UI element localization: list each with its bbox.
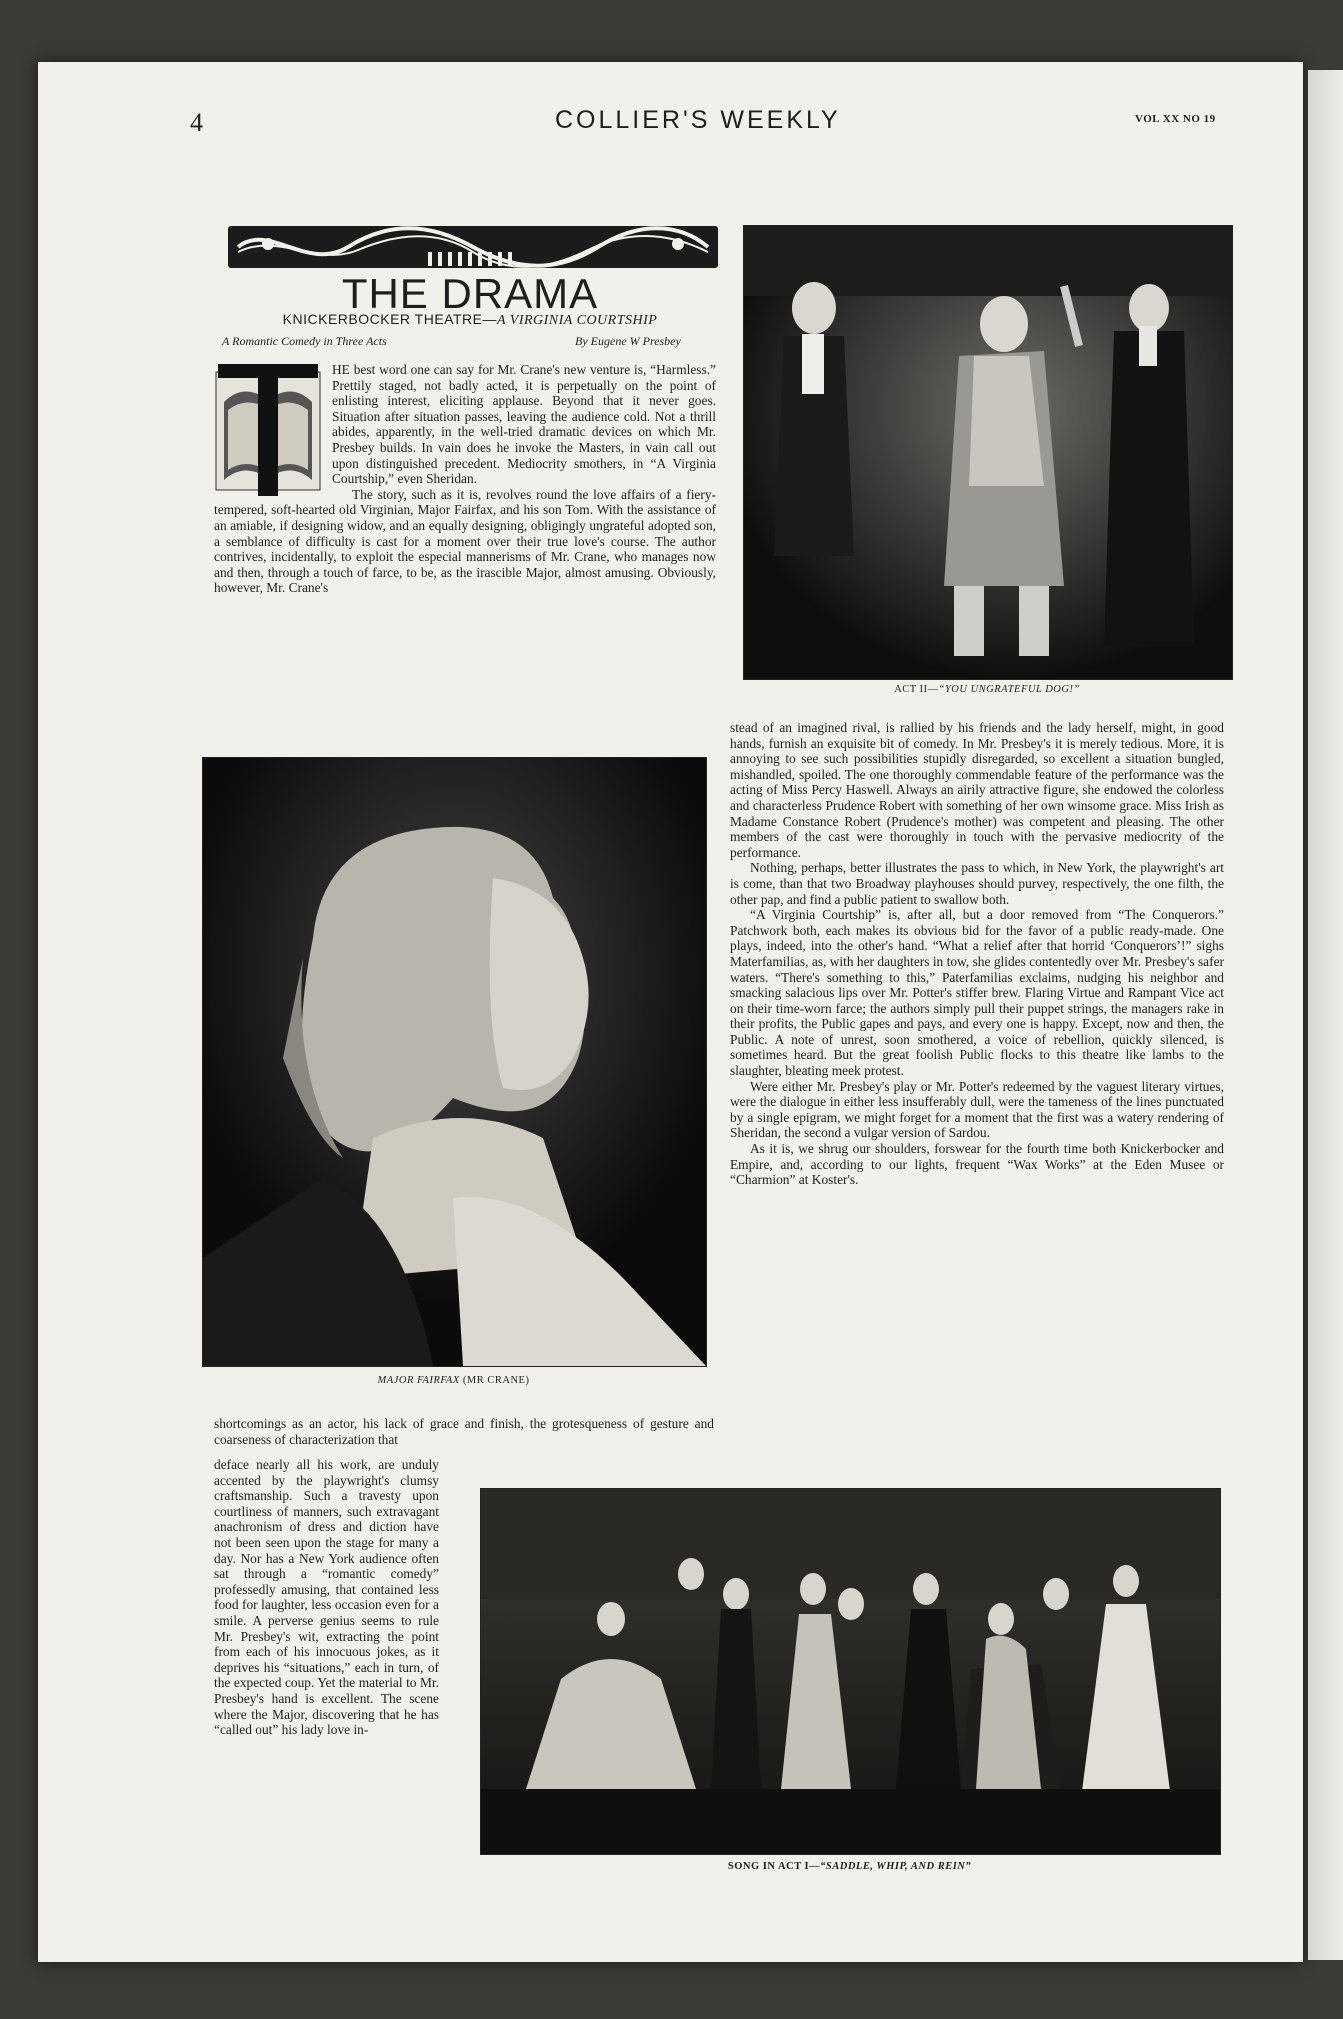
play-title: A VIRGINIA COURTSHIP: [496, 313, 658, 328]
drop-cap-t-icon: [214, 362, 322, 498]
section-title: THE DRAMA: [341, 270, 599, 317]
stage-scene-icon: [744, 226, 1232, 679]
paragraph: deface nearly all his work, are unduly accented by the playwright's clumsy craftsmanship. Such a travesty upon courtliness of manners, such extravagant anachronism of dress and diction have not been seen upon the stage for many a day. Nor has a New York audience often sat through a “romantic comedy” professedly amusing, that contained less food for laughter, less occasion even for a smile. A perverse genius seems to rule Mr. Presbey's wit, extracting the point from each of his innocuous jokes, as it deprives his “situations,” each in turn, of the expected coup. Yet the material to Mr. Presbey's hand is excellent. The scene where the Major, discovering that he has “called out” his lady love in-: [214, 1457, 439, 1738]
theatre-name: KNICKERBOCKER THEATRE—: [282, 311, 497, 327]
caption-role: MAJOR FAIRFAX: [377, 1375, 460, 1386]
paragraph: Were either Mr. Presbey's play or Mr. Potter's redeemed by the vaguest literary virtues, were the dialogue in either less insufferably dull, were the tameness of the lines punctuated by a single epigram, we might forget for a moment that the first was a watery rendering of Sheridan, the second a vulgar version of Sardou.: [730, 1078, 1224, 1141]
caption-actor: (MR CRANE): [462, 1375, 530, 1386]
photo-caption-song: [480, 1861, 1219, 1872]
paragraph: As it is, we shrug our shoulders, forswear for the fourth time both Knickerbocker and Empire, and, according to our lights, frequent “Wax Works” at the Eden Musee or “Charmion” at Koster's.: [730, 1141, 1224, 1188]
decorative-banner: [228, 222, 718, 272]
caption-title: “SADDLE, WHIP, AND REIN”: [820, 1861, 972, 1872]
paragraph: The story, such as it is, revolves round the love affairs of a fiery-tempered, soft-hearted old Virginian, Major Fairfax, and his son Tom. With the assistance of an amiable, if designing widow, and an equally designing, obligingly ungrateful adopted son, a semblance of difficulty is cast for a moment over their true love's course. The author contrives, incidentally, to exploit the especial mannerisms of Mr. Crane, who manages now and then, through a touch of farce, to be, as the irascible Major, almost amusing. Obviously, however, Mr. Crane's: [214, 486, 716, 596]
paragraph: “A Virginia Courtship” is, after all, but a door removed from “The Conquerors.” Patchwork both, each makes its obvious bid for the favor of a public ready-made. One plays, indeed, into the other's hand. “What a relief after that horrid ‘Conquerors’!” sighs Materfamilias, as, with her daughters in tow, she glides contentedly over Mr. Presbey's safer waters. “There's something to this,” Paterfamilias exclaims, nudging his neighbor and smacking salacious lips over Mr. Potter's stiffer brew. Flaring Virtue and Rampant Vice act on their time-worn farce; the authors simply pull their puppet strings, the managers rake in their profits, the Public gapes and pays, and every one is happy. Except, now and then, the Public. A note of unrest, soon smothered, a voice of rebellion, quickly silenced, is sometimes heard. But the great foolish Public flocks to this theatre like lambs to the slaughter, bleating meek protest.: [730, 907, 1224, 1079]
article-subtitle: [200, 311, 740, 329]
photo-caption-portrait: [202, 1375, 705, 1386]
portrait-profile-icon: [203, 758, 706, 1366]
facing-page-edge: [1308, 70, 1343, 1960]
genre-line: A Romantic Comedy in Three Acts: [222, 334, 387, 348]
act-two-photograph: [743, 225, 1233, 680]
volume-label: VOL XX NO 19: [1135, 113, 1216, 125]
caption-prefix: SONG IN ACT I—: [727, 1861, 821, 1872]
act-one-song-photograph: [480, 1488, 1221, 1855]
paragraph: Nothing, perhaps, better illustrates the pass to which, in New York, the playwright's art is come, than that two Broadway playhouses should purvey, respectively, the one filth, the other pap, and find a public patient to swallow both.: [730, 860, 1224, 907]
article-column-right: [730, 720, 1224, 1188]
caption-prefix: ACT II—: [894, 684, 939, 695]
paragraph: HE best word one can say for Mr. Crane's new venture is, “Harmless.” Prettily staged, not badly acted, it is perpetually on the point of enlisting interest, eliciting applause. Beyond that it never goes. Situation after situation passes, leaving the audience cold. Not a thrill abides, apparently, in the well-tried dramatic devices on which Mr. Presbey builds. In vain does he invoke the Masters, in vain call out upon distinguished precedent. Mediocrity smothers, in “A Virginia Courtship,” even Sheridan.: [332, 362, 716, 487]
publication-title: COLLIER'S WEEKLY: [555, 106, 841, 134]
author-byline: By Eugene W Presbey: [575, 334, 681, 348]
paragraph: stead of an imagined rival, is rallied by his friends and the lady herself, might, in good hands, furnish an exquisite bit of comedy. In Mr. Presbey's it is merely tedious. More, it is annoying to see such possibilities stupidly disregarded, so excellent a situation bungled, mishandled, spoiled. The one thoroughly commendable feature of the performance was the acting of Miss Percy Haswell. Always an airily attractive figure, she endowed the colorless and characterless Prudence Robert with something of her own winsome grace. Miss Irish as Madame Constance Robert (Prudence's mother) was competent and pleasing. The other members of the cast were thoroughly in touch with the pervasive mediocrity of the performance.: [730, 720, 1224, 860]
ensemble-scene-icon: [481, 1489, 1220, 1854]
page-number: 4: [190, 108, 203, 137]
paragraph: shortcomings as an actor, his lack of grace and finish, the grotesqueness of gesture and coarseness of characterization that: [214, 1416, 714, 1447]
caption-title: “YOU UNGRATEFUL DOG!”: [938, 684, 1080, 695]
major-fairfax-portrait: [202, 757, 707, 1367]
article-column-left-top: [214, 362, 716, 596]
article-continuation: [214, 1416, 714, 1447]
ornament-scroll-icon: [228, 222, 718, 272]
article-narrow-column: [214, 1457, 439, 1738]
photo-caption-act-two: [743, 684, 1231, 695]
